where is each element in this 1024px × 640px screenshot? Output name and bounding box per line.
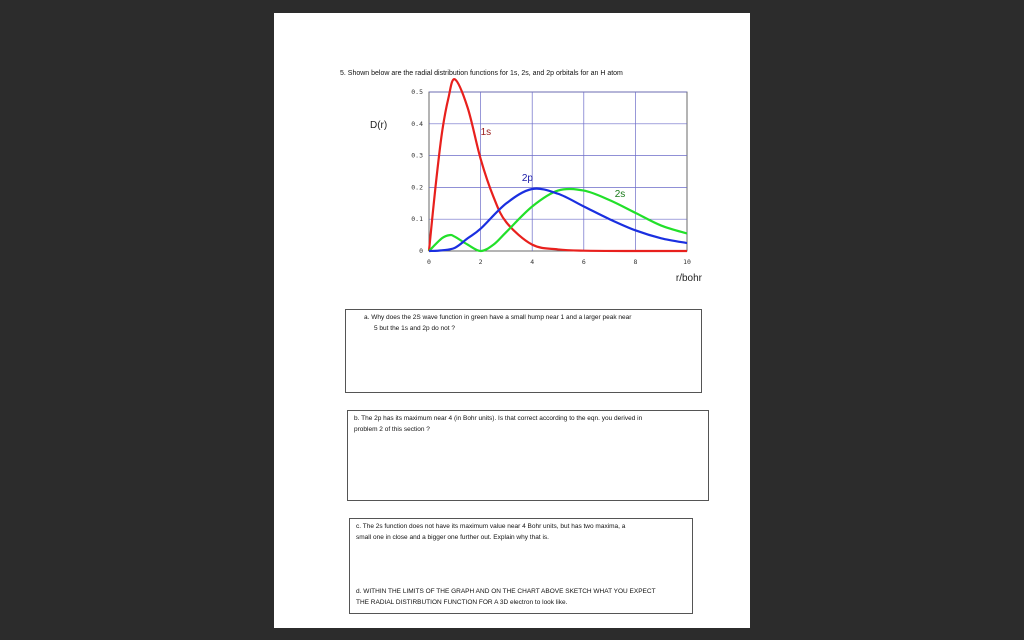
y-tick-label: 0.3 <box>411 151 423 160</box>
question-c-line1: c. The 2s function does not have its maximum value near 4 Bohr units, but has two maxima, a <box>356 523 626 530</box>
y-axis-label: D(r) <box>370 120 388 131</box>
y-tick-label: 0.4 <box>411 119 423 128</box>
x-tick-label: 2 <box>478 258 483 266</box>
y-tick-label: 0 <box>419 247 423 255</box>
answer-box-a[interactable] <box>345 309 702 393</box>
y-tick-label: 0.2 <box>411 183 423 192</box>
radial-distribution-chart <box>274 13 750 303</box>
series-label-2s: 2s <box>614 188 626 200</box>
series-label-2p: 2p <box>521 173 534 185</box>
question-d-line2: THE RADIAL DISTIRBUTION FUNCTION FOR A 3D electron to look like. <box>356 599 568 606</box>
plot-frame <box>429 92 687 251</box>
x-tick-label: 8 <box>633 258 638 266</box>
question-d-line1: d. WITHIN THE LIMITS OF THE GRAPH AND ON THE CHART ABOVE SKETCH WHAT YOU EXPECT <box>356 588 656 595</box>
x-tick-label: 4 <box>530 258 535 266</box>
x-tick-label: 0 <box>427 258 431 266</box>
y-tick-label: 0.5 <box>411 88 423 96</box>
answer-box-b[interactable] <box>347 410 709 501</box>
x-axis-label: r/bohr <box>675 273 702 284</box>
answer-box-c[interactable] <box>349 518 693 614</box>
question-a-line2: 5 but the 1s and 2p do not ? <box>374 325 455 332</box>
question-c-line2: small one in close and a bigger one further out. Explain why that is. <box>356 534 549 541</box>
question-title: 5. Shown below are the radial distribution functions for 1s, 2s, and 2p orbitals for an H atom <box>340 70 623 77</box>
document-page <box>274 13 750 628</box>
question-b-line1: b. The 2p has its maximum near 4 (in Bohr units). Is that correct according to the eqn. you derived in <box>354 415 643 422</box>
x-tick-label: 6 <box>581 258 586 266</box>
question-a-line1: a. Why does the 2S wave function in green have a small hump near 1 and a larger peak near <box>364 314 632 321</box>
y-tick-label: 0.1 <box>411 215 423 224</box>
question-b-line2: problem 2 of this section ? <box>354 426 430 433</box>
series-label-1s: 1s <box>480 126 492 138</box>
x-tick-label: 10 <box>683 258 691 266</box>
